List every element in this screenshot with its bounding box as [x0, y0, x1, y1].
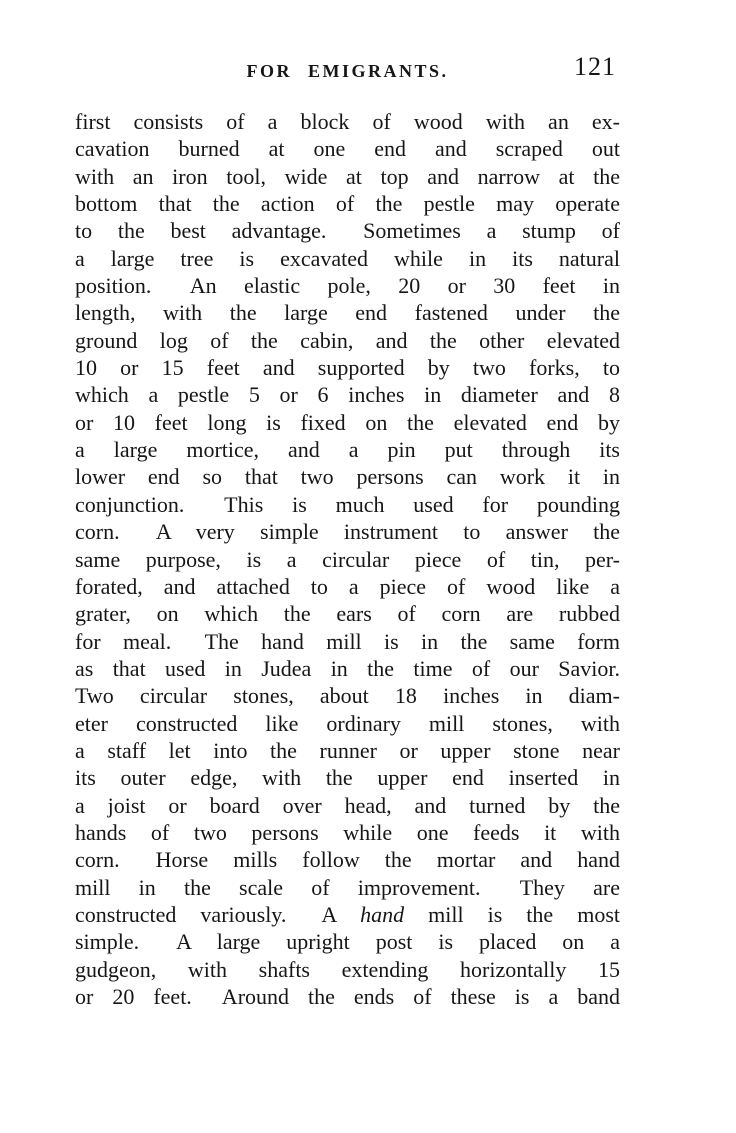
text-line	[75, 600, 620, 627]
text-segment: a large mortice, and a pin put through its	[75, 437, 620, 463]
text-segment: its outer edge, with the upper end inserted in	[75, 765, 620, 791]
text-line	[75, 846, 620, 873]
text-line	[75, 491, 620, 518]
text-line	[75, 409, 620, 436]
text-segment: 10 or 15 feet and supported by two forks, to	[75, 355, 620, 381]
text-line	[75, 436, 620, 463]
text-line	[75, 518, 620, 545]
text-segment: mill in the scale of improvement. They are	[75, 874, 620, 900]
text-line	[75, 655, 620, 682]
text-segment: position. An elastic pole, 20 or 30 feet in	[75, 273, 620, 299]
text-segment: constructed variously. A	[75, 901, 361, 927]
text-line	[75, 463, 620, 490]
text-line	[75, 135, 620, 162]
text-line	[75, 354, 620, 381]
text-line	[75, 108, 620, 135]
text-segment: corn. A very simple instrument to answer the	[75, 519, 620, 545]
text-line	[75, 874, 620, 901]
text-segment: first consists of a block of wood with an ex-	[75, 109, 620, 134]
text-line	[75, 983, 620, 1010]
text-segment: which a pestle 5 or 6 inches in diameter and 8	[75, 382, 620, 408]
text-segment: Two circular stones, about 18 inches in diam-	[75, 683, 620, 709]
text-line	[75, 710, 620, 737]
text-segment: lower end so that two persons can work it in	[75, 464, 620, 490]
text-segment: forated, and attached to a piece of wood like a	[75, 573, 620, 599]
text-segment: bottom that the action of the pestle may operate	[75, 191, 620, 217]
text-segment: to the best advantage. Sometimes a stump of	[75, 218, 620, 244]
running-title: FOR EMIGRANTS.	[246, 61, 449, 81]
text-line	[75, 299, 620, 326]
text-line	[75, 163, 620, 190]
text-line	[75, 737, 620, 764]
text-segment: gudgeon, with shafts extending horizontally 15	[75, 956, 620, 982]
text-line	[75, 245, 620, 272]
text-line	[75, 819, 620, 846]
text-line	[75, 682, 620, 709]
text-segment: a large tree is excavated while in its natural	[75, 245, 620, 271]
text-segment: mill is the most	[404, 901, 620, 927]
text-segment: grater, on which the ears of corn are rubbed	[75, 601, 620, 627]
text-segment: simple. A large upright post is placed on a	[75, 929, 620, 955]
text-line	[75, 381, 620, 408]
text-segment: corn. Horse mills follow the mortar and hand	[75, 847, 620, 873]
page-header	[75, 52, 620, 90]
text-line	[75, 956, 620, 983]
text-line	[75, 792, 620, 819]
text-line	[75, 546, 620, 573]
text-segment: with an iron tool, wide at top and narrow at the	[75, 163, 620, 189]
text-line	[75, 217, 620, 244]
text-segment: eter constructed like ordinary mill stones, with	[75, 710, 620, 736]
text-segment: a staff let into the runner or upper stone near	[75, 737, 620, 763]
text-line	[75, 573, 620, 600]
text-segment: cavation burned at one end and scraped out	[75, 136, 620, 162]
text-line	[75, 327, 620, 354]
text-line	[75, 272, 620, 299]
text-line	[75, 928, 620, 955]
text-segment: conjunction. This is much used for pounding	[75, 491, 620, 517]
text-segment: same purpose, is a circular piece of tin, per-	[75, 546, 620, 572]
text-segment: hands of two persons while one feeds it with	[75, 819, 620, 845]
page-number: 121	[574, 52, 616, 81]
text-segment: or 10 feet long is fixed on the elevated end by	[75, 409, 620, 435]
text-line	[75, 764, 620, 791]
text-line	[75, 628, 620, 655]
text-segment: ground log of the cabin, and the other elevated	[75, 327, 620, 353]
text-line	[75, 901, 620, 928]
text-segment: for meal. The hand mill is in the same form	[75, 628, 620, 654]
page-body-text	[75, 108, 620, 1010]
text-segment: as that used in Judea in the time of our Savior.	[75, 655, 620, 681]
text-segment: or 20 feet. Around the ends of these is a band	[75, 984, 620, 1009]
text-line	[75, 190, 620, 217]
text-segment: length, with the large end fastened under the	[75, 300, 620, 326]
text-segment: a joist or board over head, and turned by the	[75, 792, 620, 818]
italic-word: hand	[360, 901, 405, 927]
